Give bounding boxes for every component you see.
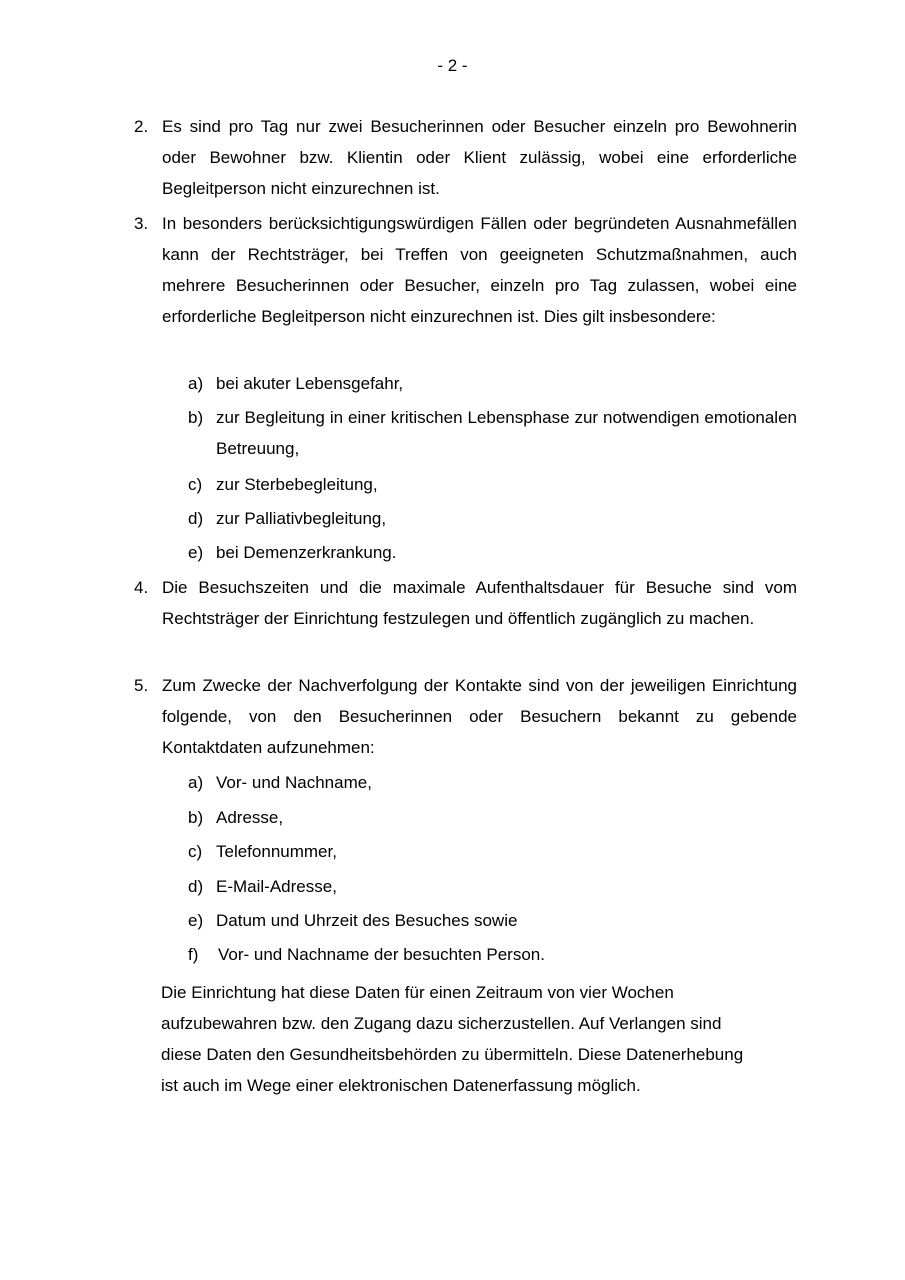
item-text: Es sind pro Tag nur zwei Besucherinnen oder Besucher einzeln pro Bewohnerin oder Bewohner bzw. Klientin oder Klient zulässig, wobei eine erforderliche Begleitperson nicht einzurechnen ist. <box>162 117 797 198</box>
sub-item-3e <box>188 537 797 568</box>
sub-item-text: zur Begleitung in einer kritischen Lebensphase zur notwendigen emotionalen Betreuung, <box>216 408 797 458</box>
sub-item-5d <box>188 871 797 902</box>
sub-item-letter: c) <box>188 475 203 494</box>
sub-item-letter: f) <box>188 945 199 964</box>
item-text: Die Besuchszeiten und die maximale Aufenthaltsdauer für Besuche sind vom Rechtsträger der Einrichtung festzulegen und öffentlich zugänglich zu machen. <box>162 578 797 628</box>
sub-item-3d <box>188 503 797 534</box>
closing-paragraph: Die Einrichtung hat diese Daten für einen Zeitraum von vier Wochen aufzubewahren bzw. den Zugang dazu sicherzustellen. Auf Verlangen sind diese Daten den Gesundheitsbehörden zu übermitteln. Diese Datenerhebung ist auch im Wege einer elektronischen Datenerfassung möglich. <box>161 983 744 1095</box>
sub-item-text: Telefonnummer, <box>216 842 337 861</box>
sub-item-5c <box>188 836 797 867</box>
sub-item-5f <box>188 939 797 970</box>
sub-item-text: Datum und Uhrzeit des Besuches sowie <box>216 911 518 930</box>
item-number: 2. <box>134 117 149 136</box>
sub-item-text: E-Mail-Adresse, <box>216 877 337 896</box>
sub-item-letter: b) <box>188 808 204 827</box>
sub-item-5b <box>188 802 797 833</box>
item-number: 5. <box>134 676 149 695</box>
sub-item-text: Vor- und Nachname der besuchten Person. <box>218 945 545 964</box>
sub-item-3b <box>188 402 797 464</box>
list-item-3 <box>134 208 797 332</box>
page-number: - 2 - <box>437 56 468 75</box>
sub-item-text: Adresse, <box>216 808 284 827</box>
item-text: In besonders berücksichtigungswürdigen Fällen oder begründeten Ausnahmefällen kann der Rechtsträger, bei Treffen von geeigneten Schutzmaßnahmen, auch mehrere Besucherinnen oder Besucher, einzeln pro Tag zulassen, wobei eine erforderliche Begleitperson nicht einzurechnen ist. Dies gilt insbesondere: <box>162 214 797 326</box>
sub-item-letter: b) <box>188 408 204 427</box>
list-item-4 <box>134 572 797 634</box>
sub-item-letter: d) <box>188 877 204 896</box>
sub-item-letter: d) <box>188 509 204 528</box>
sub-item-letter: e) <box>188 911 204 930</box>
sub-item-letter: c) <box>188 842 203 861</box>
list-item-5 <box>134 670 797 763</box>
sub-item-letter: e) <box>188 543 204 562</box>
item-number: 3. <box>134 214 149 233</box>
sub-item-3c <box>188 469 797 500</box>
sub-item-letter: a) <box>188 773 204 792</box>
sub-item-5a <box>188 767 797 798</box>
list-item-2 <box>134 111 797 204</box>
sub-item-3a <box>188 368 797 399</box>
sub-item-text: Vor- und Nachname, <box>216 773 372 792</box>
sub-item-letter: a) <box>188 374 204 393</box>
item-text: Zum Zwecke der Nachverfolgung der Kontakte sind von der jeweiligen Einrichtung folgende, von den Besucherinnen oder Besuchern bekannt zu gebende Kontaktdaten aufzunehmen: <box>162 676 797 757</box>
item-number: 4. <box>134 578 149 597</box>
sub-item-text: zur Sterbebegleitung, <box>216 475 378 494</box>
sub-item-5e <box>188 905 797 936</box>
sub-item-text: bei Demenzerkrankung. <box>216 543 397 562</box>
sub-item-text: zur Palliativbegleitung, <box>216 509 387 528</box>
sub-item-text: bei akuter Lebensgefahr, <box>216 374 404 393</box>
